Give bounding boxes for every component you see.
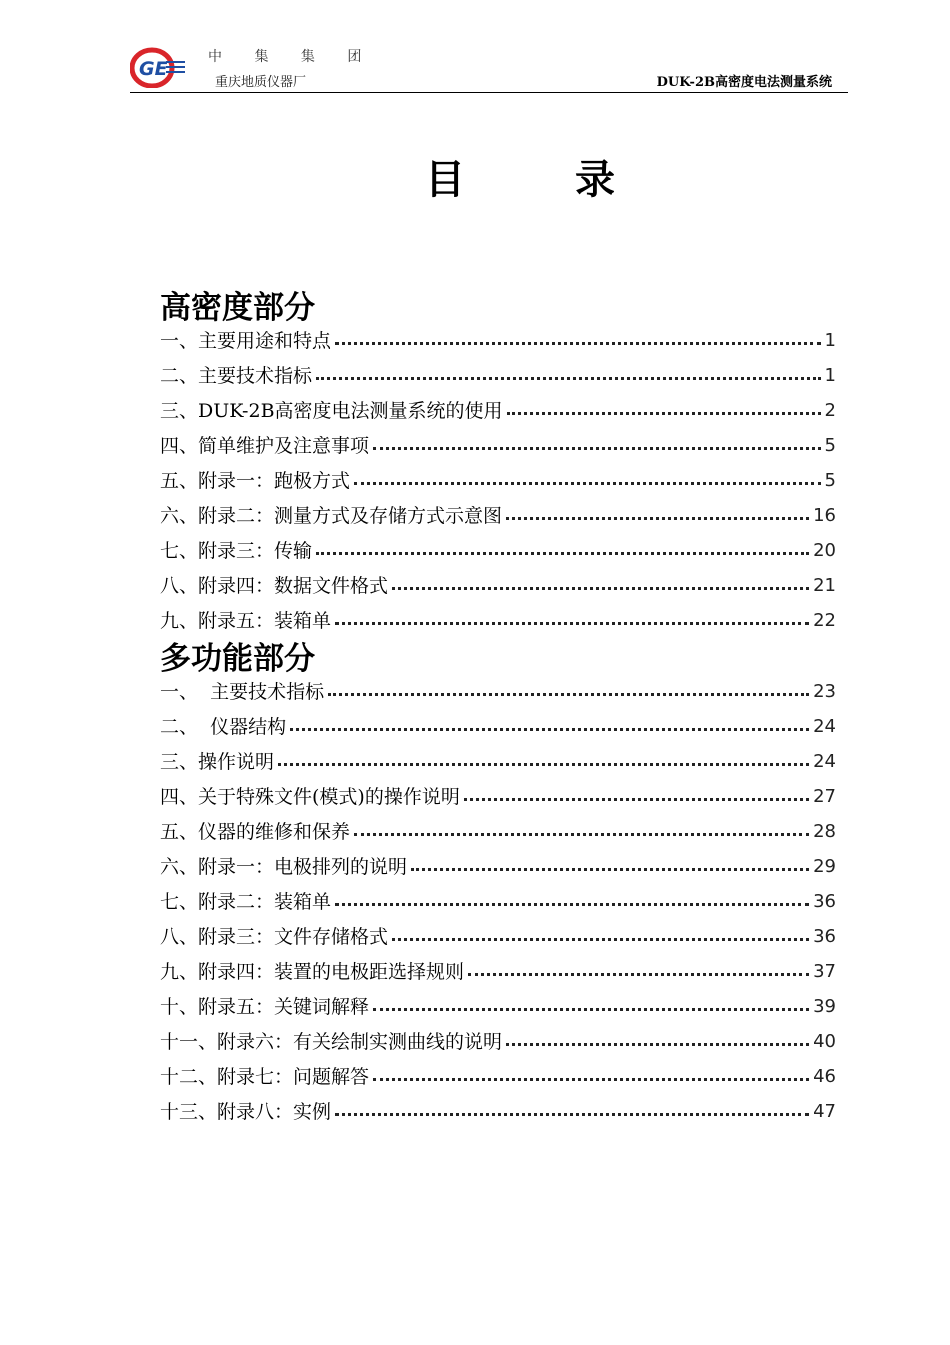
toc-entry[interactable] bbox=[160, 1099, 836, 1125]
toc-entry-page: 24 bbox=[813, 716, 836, 737]
toc-entry-page: 39 bbox=[813, 996, 836, 1017]
toc-entry-page: 21 bbox=[813, 575, 836, 596]
toc-entry[interactable] bbox=[160, 679, 836, 705]
leader-dots bbox=[506, 1029, 809, 1055]
toc-entry-page: 36 bbox=[813, 891, 836, 912]
toc-entry-page: 20 bbox=[813, 540, 836, 561]
toc-entry-page: 23 bbox=[813, 681, 836, 702]
leader-dots bbox=[335, 608, 809, 634]
toc-entry-page: 27 bbox=[813, 786, 836, 807]
toc-entry-page: 1 bbox=[824, 365, 836, 386]
leader-dots bbox=[373, 994, 809, 1020]
leader-dots bbox=[335, 328, 821, 354]
toc-entry-label: 八、附录四：数据文件格式 bbox=[160, 575, 389, 597]
company-name: 中 集 集 团 bbox=[208, 49, 376, 65]
toc-heading-char-2: 录 bbox=[575, 156, 615, 203]
toc-entry[interactable] bbox=[160, 924, 836, 950]
toc-entry-label: 九、附录四：装置的电极距选择规则 bbox=[160, 961, 465, 983]
toc-entry[interactable] bbox=[160, 573, 836, 599]
leader-dots bbox=[335, 889, 809, 915]
toc-entry[interactable] bbox=[160, 1029, 836, 1055]
toc-entry[interactable] bbox=[160, 538, 836, 564]
toc-entry-page: 16 bbox=[813, 505, 836, 526]
toc-entry-label: 六、附录一：电极排列的说明 bbox=[160, 856, 408, 878]
toc-entry-label: 十一、附录六：有关绘制实测曲线的说明 bbox=[160, 1031, 503, 1053]
toc-entry[interactable] bbox=[160, 749, 836, 775]
toc-entry-label: 九、附录五：装箱单 bbox=[160, 610, 332, 632]
leader-dots bbox=[316, 538, 809, 564]
toc-entry-label: 十二、附录七：问题解答 bbox=[160, 1066, 370, 1088]
toc-entry-label: 五、附录一：跑极方式 bbox=[160, 470, 351, 492]
toc-entry-label: 二、主要技术指标 bbox=[160, 365, 313, 387]
toc-entry-label: 六、附录二：测量方式及存储方式示意图 bbox=[160, 505, 503, 527]
leader-dots bbox=[373, 433, 821, 459]
leader-dots bbox=[468, 959, 809, 985]
leader-dots bbox=[411, 854, 809, 880]
toc-entry-page: 5 bbox=[824, 470, 836, 491]
toc-entry[interactable] bbox=[160, 994, 836, 1020]
toc-entry[interactable] bbox=[160, 959, 836, 985]
toc-entry-page: 2 bbox=[824, 400, 836, 421]
toc-entry-page: 29 bbox=[813, 856, 836, 877]
toc-entry[interactable] bbox=[160, 854, 836, 880]
leader-dots bbox=[506, 503, 809, 529]
leader-dots bbox=[335, 1099, 809, 1125]
toc-entry[interactable] bbox=[160, 503, 836, 529]
leader-dots bbox=[354, 819, 809, 845]
leader-dots bbox=[278, 749, 809, 775]
toc-entry-page: 37 bbox=[813, 961, 836, 982]
toc-entry-page: 47 bbox=[813, 1101, 836, 1122]
toc-entry[interactable] bbox=[160, 328, 836, 354]
toc-entry-page: 22 bbox=[813, 610, 836, 631]
leader-dots bbox=[328, 679, 809, 705]
toc-entry[interactable] bbox=[160, 398, 836, 424]
toc-entry-label: 二、 仪器结构 bbox=[160, 716, 287, 738]
toc-entry[interactable] bbox=[160, 784, 836, 810]
leader-dots bbox=[373, 1064, 809, 1090]
leader-dots bbox=[507, 398, 821, 424]
toc-entry-page: 5 bbox=[824, 435, 836, 456]
toc-entry-page: 28 bbox=[813, 821, 836, 842]
leader-dots bbox=[392, 573, 809, 599]
toc-entry[interactable] bbox=[160, 363, 836, 389]
toc-heading bbox=[0, 148, 950, 205]
toc-entry[interactable] bbox=[160, 468, 836, 494]
toc-entry-page: 36 bbox=[813, 926, 836, 947]
toc-entry-label: 八、附录三：文件存储格式 bbox=[160, 926, 389, 948]
toc-heading-char-1: 目 bbox=[425, 156, 465, 203]
section-title-multifunction: 多功能部分 bbox=[160, 641, 315, 677]
leader-dots bbox=[464, 784, 809, 810]
toc-entry-label: 一、主要用途和特点 bbox=[160, 330, 332, 352]
toc-entry[interactable] bbox=[160, 714, 836, 740]
toc-entry-page: 1 bbox=[824, 330, 836, 351]
toc-entry[interactable] bbox=[160, 608, 836, 634]
toc-entry[interactable] bbox=[160, 433, 836, 459]
toc-entry-label: 四、简单维护及注意事项 bbox=[160, 435, 370, 457]
svg-text:GE: GE bbox=[139, 58, 168, 80]
toc-entry-label: 一、 主要技术指标 bbox=[160, 681, 325, 703]
toc-entry-page: 24 bbox=[813, 751, 836, 772]
toc-entry-label: 七、附录二：装箱单 bbox=[160, 891, 332, 913]
company-logo bbox=[130, 46, 186, 88]
leader-dots bbox=[354, 468, 821, 494]
toc-entry-page: 46 bbox=[813, 1066, 836, 1087]
toc-entry-label: 五、仪器的维修和保养 bbox=[160, 821, 351, 843]
toc-entry-label: 七、附录三：传输 bbox=[160, 540, 313, 562]
toc-entry[interactable] bbox=[160, 819, 836, 845]
section-title-high-density: 高密度部分 bbox=[160, 290, 315, 326]
factory-name: 重庆地质仪器厂 bbox=[215, 75, 307, 90]
page-header bbox=[130, 40, 848, 93]
toc-entry-label: 三、操作说明 bbox=[160, 751, 275, 773]
toc-entry-page: 40 bbox=[813, 1031, 836, 1052]
toc-entry[interactable] bbox=[160, 1064, 836, 1090]
toc-entry-label: 三、DUK-2B高密度电法测量系统的使用 bbox=[160, 400, 503, 422]
leader-dots bbox=[392, 924, 809, 950]
toc-entry-label: 四、关于特殊文件(模式)的操作说明 bbox=[160, 786, 460, 808]
toc-entry-label: 十三、附录八：实例 bbox=[160, 1101, 332, 1123]
toc-entry-label: 十、附录五：关键词解释 bbox=[160, 996, 370, 1018]
document-title: DUK-2B高密度电法测量系统 bbox=[656, 75, 832, 90]
leader-dots bbox=[316, 363, 821, 389]
leader-dots bbox=[290, 714, 809, 740]
toc-entry[interactable] bbox=[160, 889, 836, 915]
